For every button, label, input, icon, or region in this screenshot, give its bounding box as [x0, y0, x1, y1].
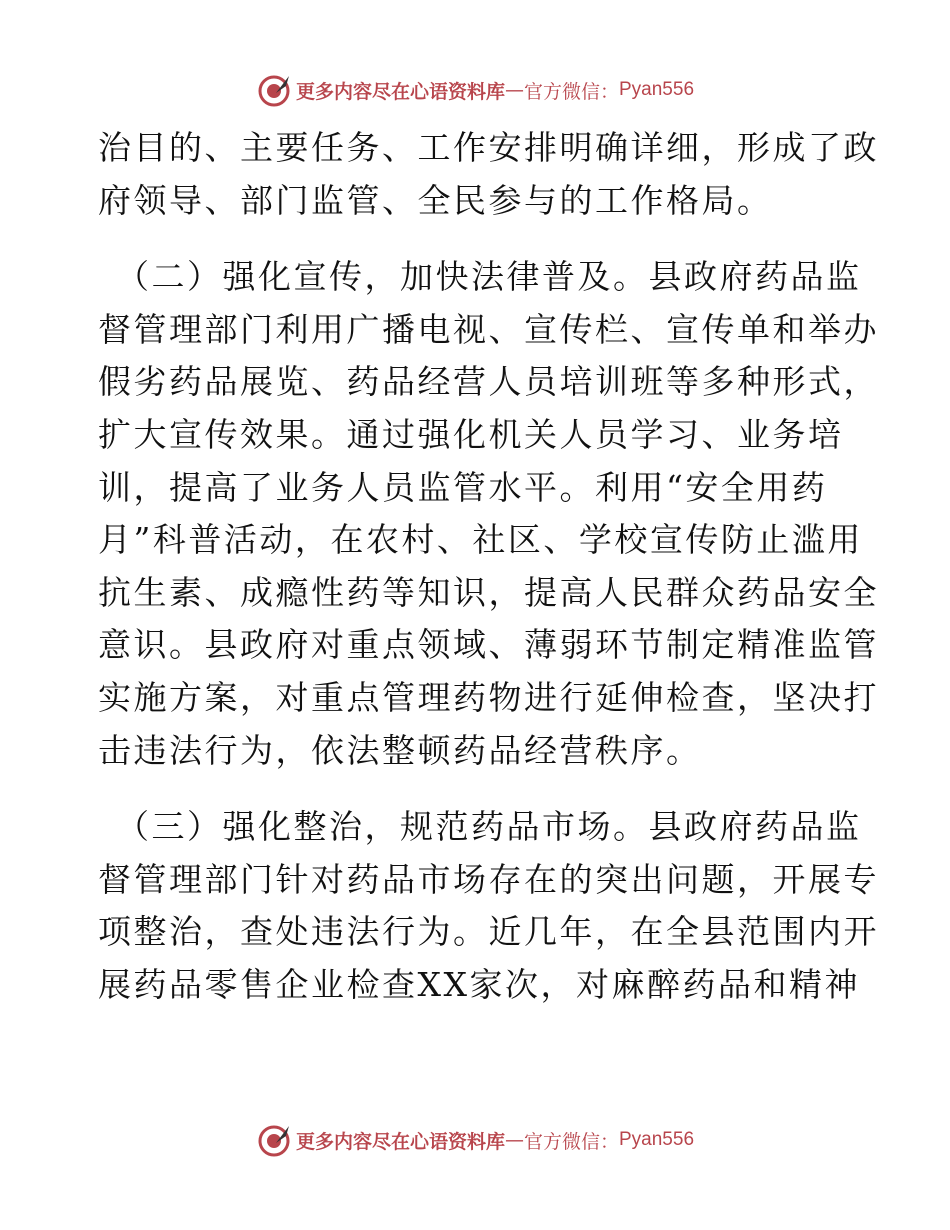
text-line: 督管理部门针对药品市场存在的突出问题，开展专	[98, 859, 879, 899]
paragraph-2	[98, 251, 879, 777]
quill-logo-icon	[256, 72, 292, 108]
text-line: 实施方案，对重点管理药物进行延伸检查，坚决打	[98, 677, 879, 717]
watermark-sub-text: 官方微信：	[523, 1130, 619, 1153]
text-line: 击违法行为，依法整顿药品经营秩序。	[98, 730, 702, 770]
document-body	[98, 122, 879, 1012]
text-line: （二）强化宣传，加快法律普及。县政府药品监	[116, 257, 862, 297]
watermark-id: Pyan556	[619, 1129, 695, 1150]
text-line: 假劣药品展览、药品经营人员培训班等多种形式，	[98, 362, 879, 402]
text-line: 训，提高了业务人员监管水平。利用“安全用药	[98, 467, 828, 507]
text-line: 府领导、部门监管、全民参与的工作格局。	[98, 180, 773, 220]
text-line: 月”科普活动，在农村、社区、学校宣传防止滥用	[98, 520, 863, 560]
paragraph-3	[98, 801, 879, 1011]
quill-logo-icon	[256, 1122, 292, 1158]
watermark-main-text: 更多内容尽在心语资料库	[295, 1130, 505, 1153]
header-watermark	[0, 70, 950, 110]
text-line: （三）强化整治，规范药品市场。县政府药品监	[116, 807, 862, 847]
paragraph-1	[98, 122, 879, 227]
text-line: 意识。县政府对重点领域、薄弱环节制定精准监管	[98, 625, 879, 665]
watermark-separator: —	[504, 79, 524, 101]
watermark-main-text: 更多内容尽在心语资料库	[295, 80, 505, 103]
watermark-separator: —	[504, 1129, 524, 1151]
footer-watermark	[0, 1120, 950, 1160]
text-line: 治目的、主要任务、工作安排明确详细，形成了政	[98, 128, 879, 167]
watermark-sub-text: 官方微信：	[523, 80, 619, 103]
text-line: 展药品零售企业检查XX家次，对麻醉药品和精神	[98, 964, 860, 1004]
text-line: 项整治，查处违法行为。近几年，在全县范围内开	[98, 912, 879, 952]
text-line: 督管理部门利用广播电视、宣传栏、宣传单和举办	[98, 309, 879, 349]
text-line: 扩大宣传效果。通过强化机关人员学习、业务培	[98, 414, 844, 454]
text-line: 抗生素、成瘾性药等知识，提高人民群众药品安全	[98, 572, 879, 612]
watermark-id: Pyan556	[619, 79, 695, 100]
